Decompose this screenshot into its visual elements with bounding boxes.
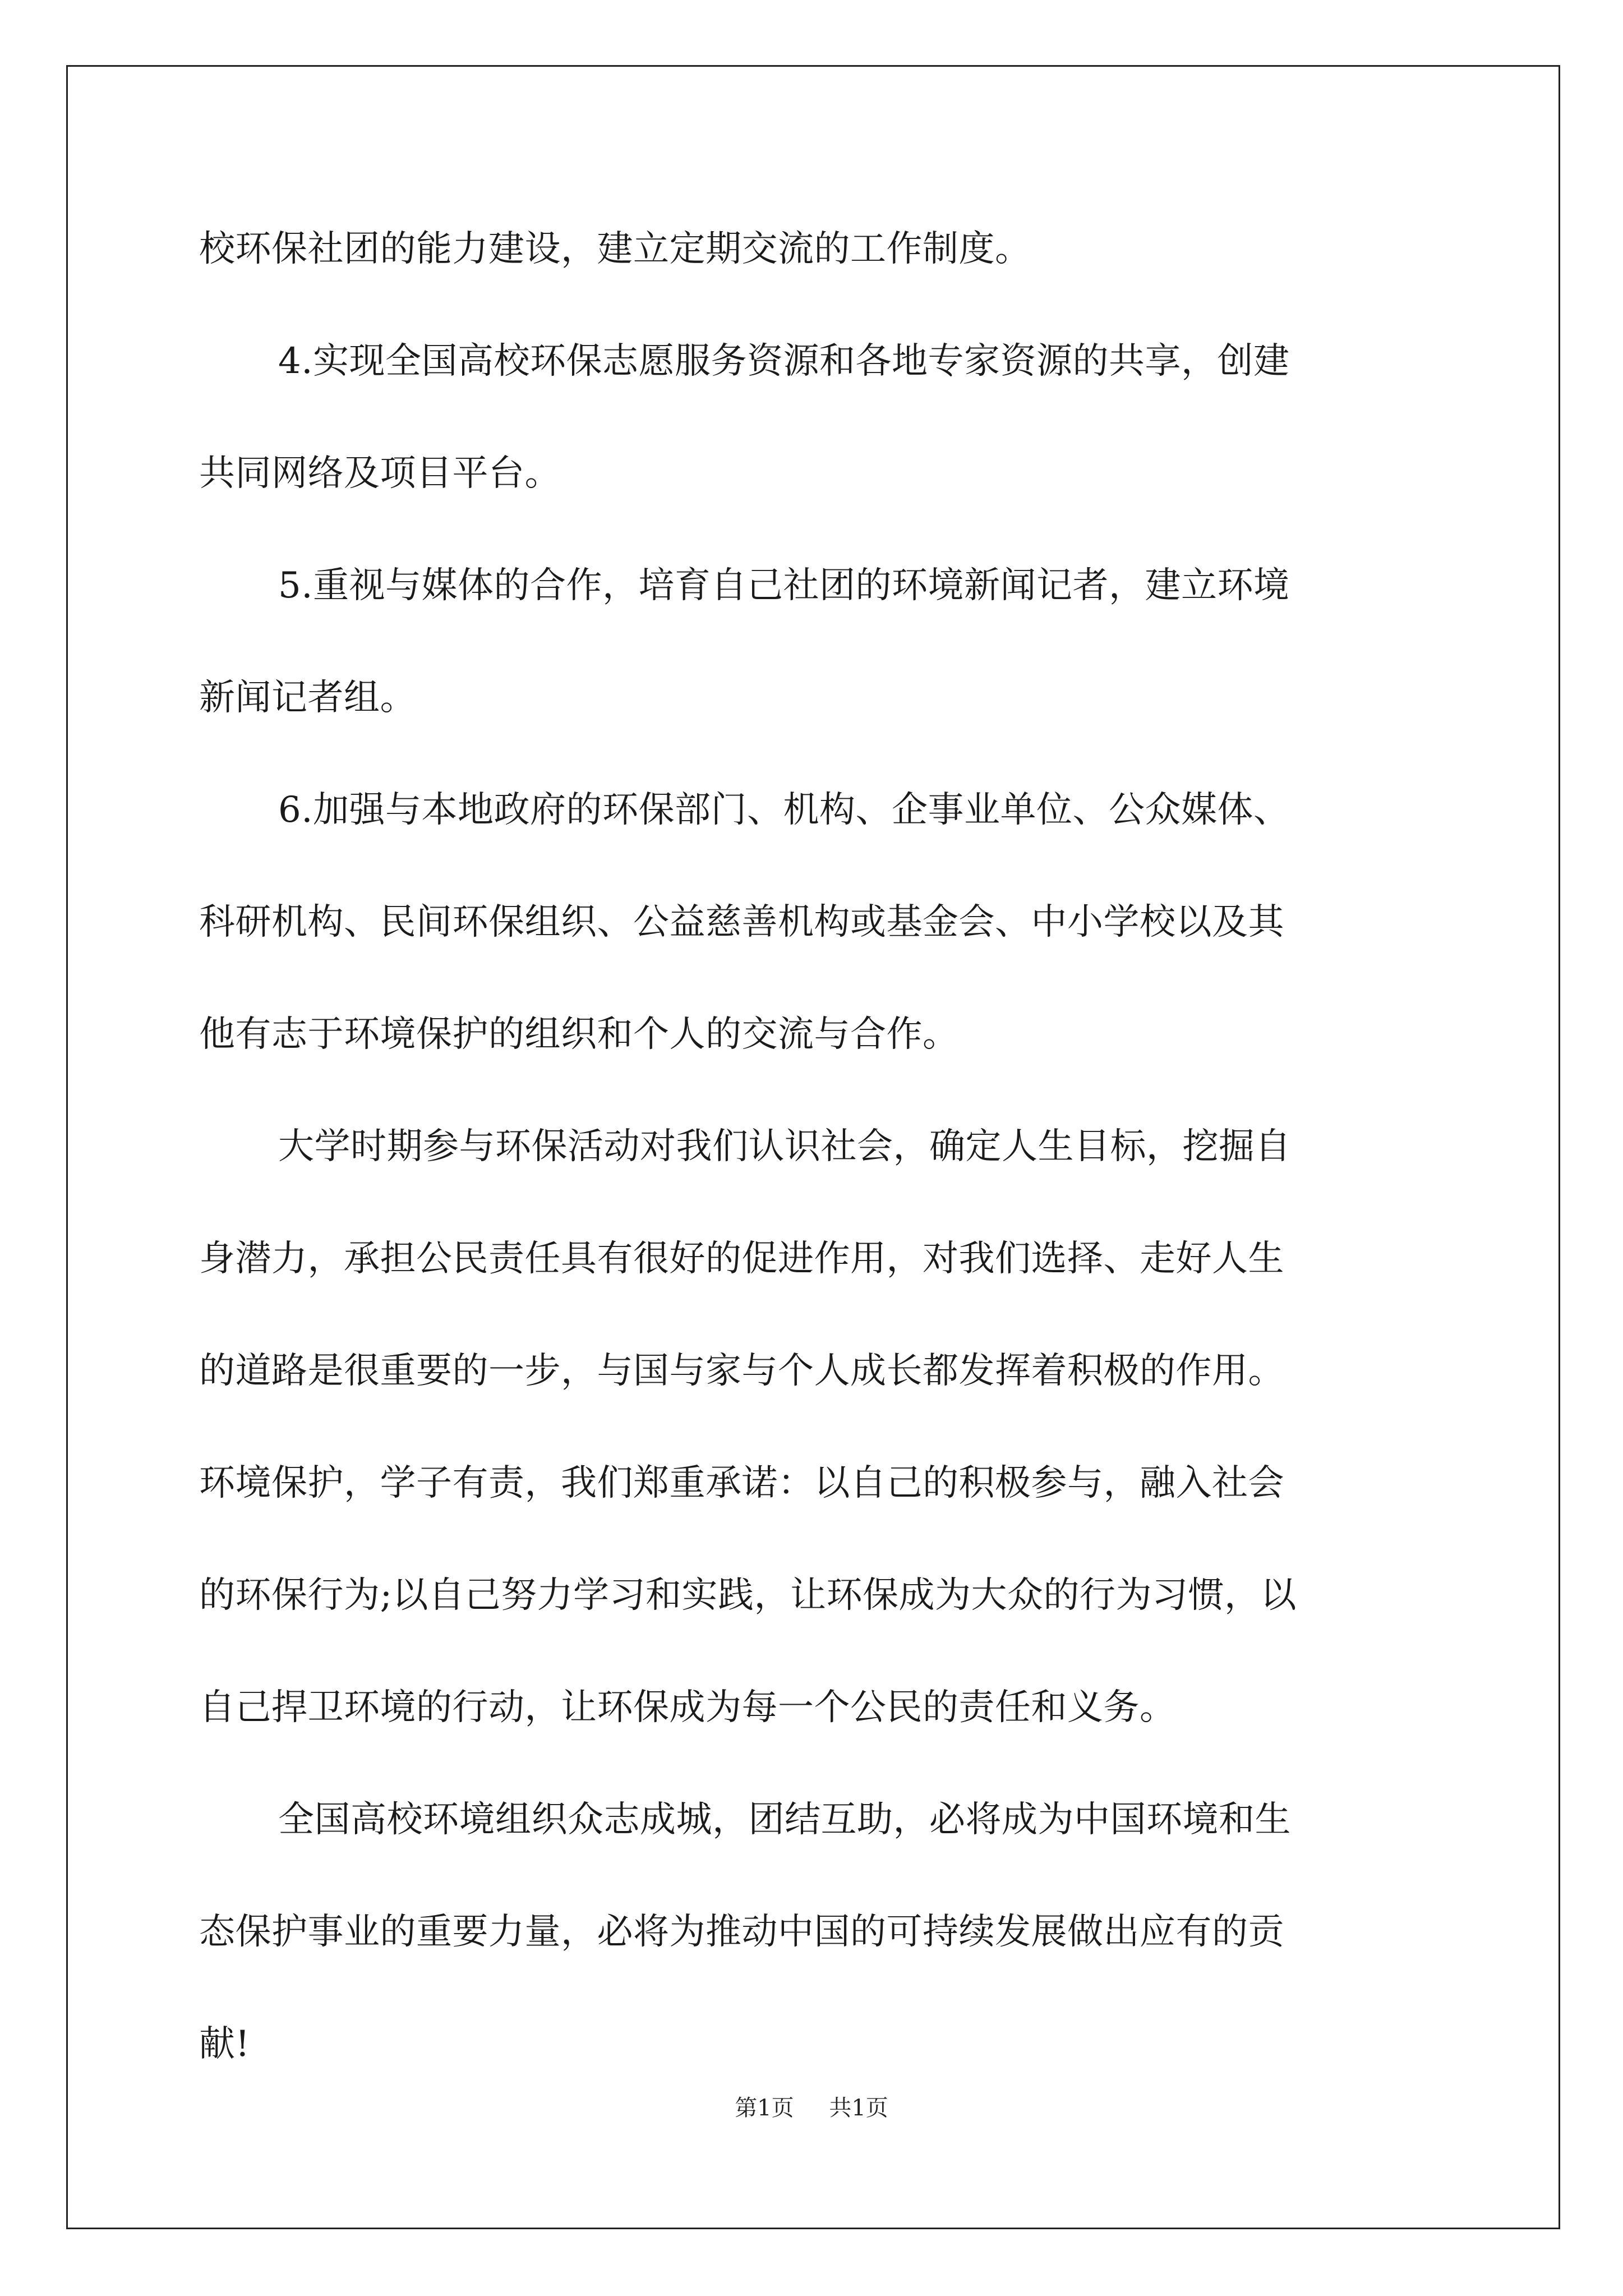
text-line: 他有志于环境保护的组织和个人的交流与合作。 — [199, 1014, 959, 1055]
text-line: 5.重视与媒体的合作，培育自己社团的环境新闻记者，建立环境 — [278, 565, 1290, 606]
page-total: 共1页 — [829, 2095, 888, 2121]
text-line: 校环保社团的能力建设，建立定期交流的工作制度。 — [199, 228, 1031, 270]
text-line: 4.实现全国高校环保志愿服务资源和各地专家资源的共享，创建 — [278, 341, 1290, 382]
text-line: 自己捍卫环境的行动，让环保成为每一个公民的责任和义务。 — [199, 1687, 1176, 1728]
text-line: 环境保护，学子有责，我们郑重承诺：以自己的积极参与，融入社会 — [199, 1462, 1284, 1504]
text-line: 的道路是很重要的一步，与国与家与个人成长都发挥着积极的作用。 — [199, 1350, 1284, 1392]
text-line: 的环保行为;以自己努力学习和实践，让环保成为大众的行为习惯，以 — [199, 1575, 1297, 1616]
text-line: 6.加强与本地政府的环保部门、机构、企事业单位、公众媒体、 — [278, 789, 1290, 831]
text-line: 大学时期参与环保活动对我们认识社会，确定人生目标，挖掘自 — [278, 1126, 1291, 1167]
document-body — [199, 193, 1433, 2100]
text-line: 全国高校环境组织众志成城，团结互助，必将成为中国环境和生 — [278, 1799, 1291, 1841]
text-line: 身潜力，承担公民责任具有很好的促进作用，对我们选择、走好人生 — [199, 1238, 1284, 1280]
page-number: 第1页 — [735, 2095, 794, 2121]
text-line: 新闻记者组。 — [199, 677, 416, 719]
text-line: 态保护事业的重要力量，必将为推动中国的可持续发展做出应有的贡 — [199, 1911, 1284, 1953]
text-line: 科研机构、民间环保组织、公益慈善机构或基金会、中小学校以及其 — [199, 901, 1284, 943]
text-line: 共同网络及项目平台。 — [199, 453, 561, 494]
page-footer — [0, 2091, 1623, 2125]
text-line: 献! — [199, 2023, 250, 2065]
